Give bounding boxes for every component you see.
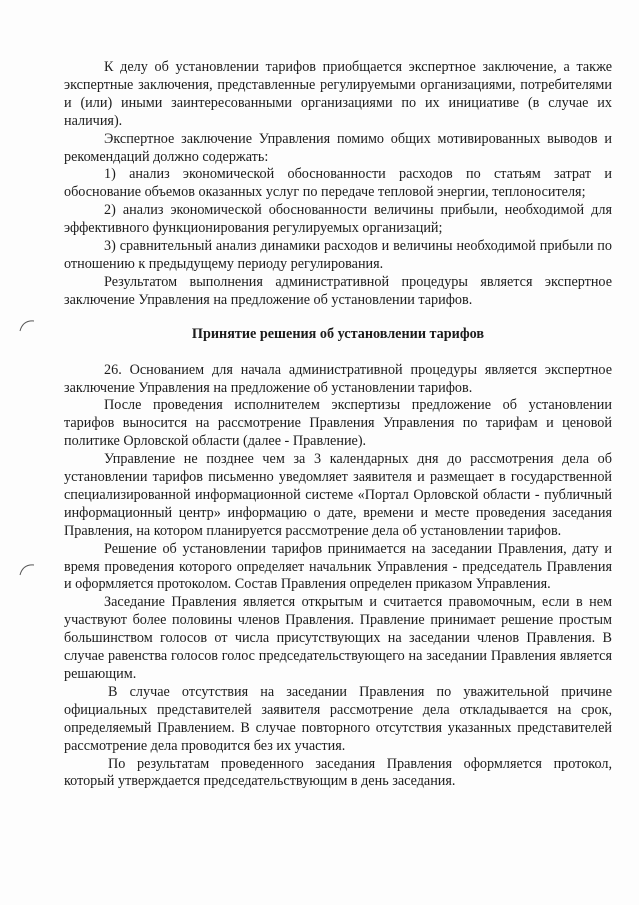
hole-punch-arc-icon bbox=[18, 562, 36, 576]
list-item: 1) анализ экономической обоснованности расходов по статьям затрат и обоснование объемов оказанных услуг по передаче тепловой энергии, теплоносителя; bbox=[64, 166, 612, 201]
hole-punch-arc-icon bbox=[18, 318, 36, 332]
paragraph: Управление не позднее чем за 3 календарных дня до рассмотрения дела об установлении тарифов письменно уведомляет заявителя и размещает в государственной специализированной информационной системе «Портал Орловской области - публичный информационный центр» информацию о дате, времени и месте проведения заседания Правления, на котором планируется рассмотрение дела об установлении тарифов. bbox=[64, 451, 612, 539]
paragraph: По результатам проведенного заседания Правления оформляется протокол, который утверждается председательствующим в день заседания. bbox=[64, 755, 612, 790]
paragraph: К делу об установлении тарифов приобщается экспертное заключение, а также экспертные заключения, представленные регулируемыми организациями, потребителями и (или) иными заинтересованными организациями по их инициативе (в случае их наличия). bbox=[64, 59, 612, 129]
list-item: 2) анализ экономической обоснованности величины прибыли, необходимой для эффективного функционирования регулируемых организаций; bbox=[64, 202, 612, 237]
document-body bbox=[64, 59, 612, 791]
paragraph: Результатом выполнения административной процедуры является экспертное заключение Управления на предложение об установлении тарифов. bbox=[64, 273, 612, 308]
paragraph: 26. Основанием для начала административной процедуры является экспертное заключение Управления на предложение об установлении тарифов. bbox=[64, 361, 612, 396]
paragraph: В случае отсутствия на заседании Правления по уважительной причине официальных представителей заявителя рассмотрение дела откладывается на срок, определяемый Правлением. В случае повторного отсутствия указанных представителей рассмотрение дела проводится без их участия. bbox=[64, 683, 612, 754]
list-item: 3) сравнительный анализ динамики расходов и величины необходимой прибыли по отношению к предыдущему периоду регулирования. bbox=[64, 238, 612, 272]
paragraph: Решение об установлении тарифов принимается на заседании Правления, дату и время проведения которого определяет начальник Управления - председатель Правления и оформляется протоколом. Состав Правления определен приказом Управления. bbox=[64, 540, 612, 593]
paragraph: Экспертное заключение Управления помимо общих мотивированных выводов и рекомендаций должно содержать: bbox=[64, 130, 612, 165]
section-heading: Принятие решения об установлении тарифов bbox=[191, 325, 485, 342]
paragraph: После проведения исполнителем экспертизы предложение об установлении тарифов выносится на рассмотрение Правления Управления по тарифам и ценовой политике Орловской области (далее - Правление). bbox=[64, 397, 612, 450]
paragraph: Заседание Правления является открытым и считается правомочным, если в нем участвуют более половины членов Правления. Правление принимает решение простым большинством голосов от числа присутствующих на заседании членов Правления. В случае равенства голосов голос председательствующего на заседании Правления является решающим. bbox=[64, 594, 612, 682]
